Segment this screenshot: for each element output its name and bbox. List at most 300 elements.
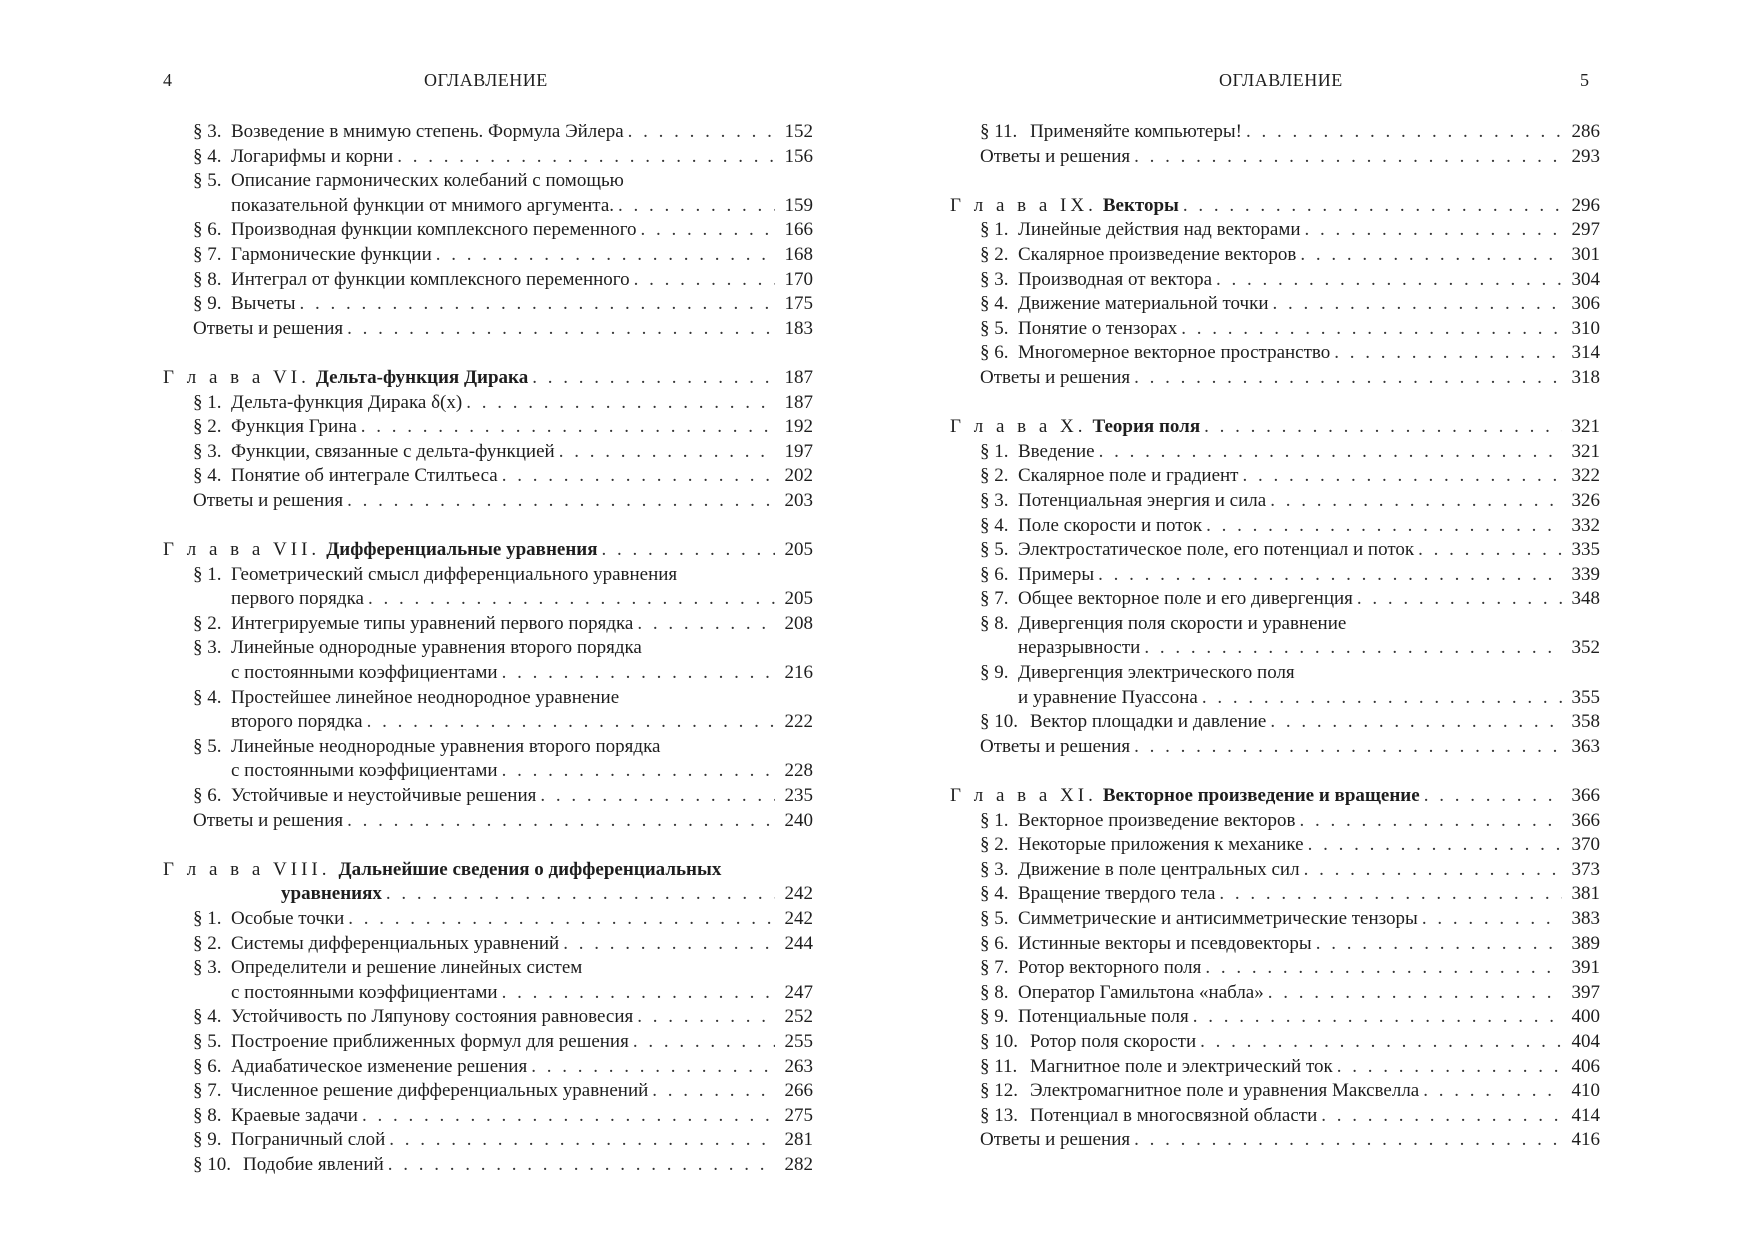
- leader-dots: [348, 907, 775, 932]
- toc-entry[interactable]: [950, 587, 1600, 612]
- toc-entry[interactable]: [163, 907, 813, 932]
- section-number: § 8.: [193, 268, 222, 290]
- leader-dots: [1193, 1005, 1562, 1030]
- toc-entry[interactable]: [950, 833, 1600, 858]
- leader-dots: [1206, 514, 1562, 539]
- page-ref: 366: [1571, 809, 1600, 831]
- section-number: § 10.: [193, 1153, 231, 1175]
- entry-line: [980, 268, 1600, 293]
- page-ref: 358: [1571, 711, 1600, 733]
- chapter-line: [163, 882, 813, 907]
- entry-line: [980, 489, 1600, 514]
- leader-dots: [618, 194, 775, 219]
- section-number: § 2.: [193, 416, 222, 438]
- page-number: 5: [1580, 70, 1589, 90]
- section-title: Устойчивость по Ляпунову состояния равновесия: [231, 1006, 634, 1028]
- toc-entry[interactable]: [950, 268, 1600, 293]
- entry-line: [980, 981, 1600, 1006]
- page-ref: 208: [784, 612, 813, 634]
- leader-dots: [1216, 268, 1562, 293]
- toc-entry[interactable]: [163, 612, 813, 637]
- toc-entry[interactable]: [163, 268, 813, 293]
- toc-entry[interactable]: [950, 981, 1600, 1006]
- toc-entry[interactable]: [163, 809, 813, 834]
- section-title: Функция Грина: [231, 416, 357, 438]
- chapter-entry[interactable]: [163, 538, 813, 563]
- leader-dots: [1418, 538, 1562, 563]
- running-header: ОГЛАВЛЕНИЕ: [1219, 70, 1343, 90]
- leader-dots: [1300, 809, 1562, 834]
- entry-line: [193, 268, 813, 293]
- section-number: § 2.: [980, 834, 1009, 856]
- toc-entry[interactable]: [163, 956, 813, 1005]
- page-ref: 335: [1571, 539, 1600, 561]
- entry-line: [193, 218, 813, 243]
- section-title: Понятие о тензорах: [1018, 317, 1178, 339]
- page-ref: 235: [784, 785, 813, 807]
- section-number: § 8.: [980, 981, 1009, 1003]
- toc-entry[interactable]: [163, 145, 813, 170]
- toc-entry[interactable]: [950, 563, 1600, 588]
- section-title: Дивергенция поля скорости и уравнение: [1018, 612, 1347, 634]
- toc-entry[interactable]: [950, 612, 1600, 661]
- section-title: Введение: [1018, 440, 1095, 462]
- page-ref: 282: [784, 1153, 813, 1175]
- page-ref: 183: [784, 317, 813, 339]
- toc-entry[interactable]: [950, 735, 1600, 760]
- leader-dots: [389, 1128, 775, 1153]
- leader-dots: [1270, 710, 1562, 735]
- chapter-title: Дальнейшие сведения о дифференциальных: [338, 858, 722, 880]
- chapter-label: Г л а в а VI.: [163, 366, 310, 388]
- section-title: с постоянными коэффициентами: [231, 662, 498, 684]
- section-title: Интегрируемые типы уравнений первого порядка: [231, 612, 634, 634]
- entry-line: [980, 563, 1600, 588]
- page-ref: 366: [1571, 785, 1600, 807]
- leader-dots: [1424, 784, 1562, 809]
- leader-dots: [386, 882, 775, 907]
- page-ref: 263: [784, 1055, 813, 1077]
- toc-entry[interactable]: [950, 1030, 1600, 1055]
- section-number: § 5.: [980, 539, 1009, 561]
- toc-entry[interactable]: [163, 1128, 813, 1153]
- toc-entry[interactable]: [163, 1104, 813, 1129]
- section-number: § 5.: [193, 1030, 222, 1052]
- entry-line: [980, 218, 1600, 243]
- entry-line: [193, 563, 813, 588]
- entry-line: [980, 1079, 1600, 1104]
- page-ref: 414: [1571, 1104, 1600, 1126]
- entry-line: [980, 1030, 1600, 1055]
- section-number: § 8.: [193, 1104, 222, 1126]
- section-number: § 1.: [980, 219, 1009, 241]
- entry-line: [193, 661, 813, 686]
- leader-dots: [1144, 636, 1562, 661]
- section-number: § 4.: [980, 883, 1009, 905]
- leader-dots: [641, 218, 775, 243]
- entry-line: [193, 1104, 813, 1129]
- leader-dots: [1134, 735, 1562, 760]
- leader-dots: [436, 243, 775, 268]
- section-number: § 5.: [980, 908, 1009, 929]
- chapter-label: Г л а в а X.: [950, 416, 1087, 438]
- leader-dots: [633, 1030, 775, 1055]
- section-number: § 7.: [980, 957, 1009, 979]
- section-title: Возведение в мнимую степень. Формула Эйлера: [231, 121, 624, 142]
- section-title: Потенциал в многосвязной области: [1030, 1104, 1318, 1126]
- section-number: § 3.: [193, 637, 222, 659]
- section-title: второго порядка: [231, 711, 363, 733]
- section-number: § 7.: [193, 243, 222, 265]
- entry-line: [193, 415, 813, 440]
- toc-entry[interactable]: [950, 464, 1600, 489]
- section-title: Симметрические и антисимметрические тензоры: [1018, 908, 1418, 929]
- page-ref: 187: [784, 366, 813, 388]
- entry-line: [193, 1128, 813, 1153]
- section-title: первого порядка: [231, 588, 364, 610]
- entry-line: [193, 1055, 813, 1080]
- leader-dots: [502, 464, 775, 489]
- leader-dots: [1205, 956, 1562, 981]
- section-title: Интеграл от функции комплексного переменного: [231, 268, 630, 290]
- toc-entry[interactable]: [163, 391, 813, 416]
- leader-dots: [1304, 858, 1562, 883]
- entry-line: [193, 710, 813, 735]
- section-title: Скалярное произведение векторов: [1018, 243, 1297, 265]
- section-title: Дивергенция электрического поля: [1018, 662, 1295, 684]
- entry-line: [193, 907, 813, 932]
- section-number: § 11.: [980, 1055, 1018, 1077]
- toc-entry[interactable]: [950, 710, 1600, 735]
- toc-entry[interactable]: [163, 1079, 813, 1104]
- entry-line: [193, 686, 813, 711]
- entry-line: [980, 120, 1600, 145]
- chapter-label: Г л а в а VII.: [163, 539, 321, 561]
- toc-entry[interactable]: [163, 464, 813, 489]
- entry-line: [193, 440, 813, 465]
- chapter-line: [950, 784, 1600, 809]
- toc-entry[interactable]: [163, 784, 813, 809]
- section-title: Электростатическое поле, его потенциал и поток: [1018, 539, 1415, 561]
- section-number: § 11.: [980, 121, 1018, 142]
- entry-line: [193, 932, 813, 957]
- entry-line: [980, 956, 1600, 981]
- page-ref: 202: [784, 465, 813, 487]
- section-title: Векторное произведение векторов: [1018, 809, 1296, 831]
- right-page: [877, 0, 1754, 1241]
- section-number: § 6.: [980, 932, 1009, 954]
- section-number: § 3.: [980, 489, 1009, 511]
- toc-entry[interactable]: [950, 514, 1600, 539]
- answers-title: Ответы и решения: [980, 366, 1131, 388]
- leader-dots: [1200, 1030, 1562, 1055]
- section-number: § 8.: [980, 612, 1009, 634]
- section-number: § 10.: [980, 1030, 1018, 1052]
- toc-entry[interactable]: [950, 858, 1600, 883]
- toc-entry[interactable]: [950, 882, 1600, 907]
- leader-dots: [1334, 341, 1562, 366]
- page-ref: 370: [1571, 834, 1600, 856]
- chapter-title: Теория поля: [1092, 416, 1201, 438]
- answers-title: Ответы и решения: [193, 809, 344, 831]
- entry-line: [193, 784, 813, 809]
- toc-entry[interactable]: [163, 218, 813, 243]
- entry-line: [193, 489, 813, 514]
- toc-entry[interactable]: [950, 440, 1600, 465]
- section-number: § 2.: [980, 465, 1009, 487]
- entry-line: [980, 464, 1600, 489]
- toc-entry[interactable]: [163, 1030, 813, 1055]
- toc-entry[interactable]: [950, 1104, 1600, 1129]
- entry-line: [980, 882, 1600, 907]
- leader-dots: [347, 809, 775, 834]
- toc-entry[interactable]: [950, 809, 1600, 834]
- toc-entry[interactable]: [163, 932, 813, 957]
- entry-line: [980, 735, 1600, 760]
- leader-dots: [563, 932, 775, 957]
- section-title: Определители и решение линейных систем: [231, 957, 583, 979]
- toc-entry[interactable]: [163, 735, 813, 784]
- toc-entry[interactable]: [163, 243, 813, 268]
- section-number: § 7.: [193, 1080, 222, 1102]
- section-number: § 1.: [980, 809, 1009, 831]
- leader-dots: [1243, 464, 1563, 489]
- entry-line: [980, 243, 1600, 268]
- leader-dots: [397, 145, 775, 170]
- toc-entry[interactable]: [163, 440, 813, 465]
- entry-line: [980, 538, 1600, 563]
- toc-entry[interactable]: [163, 415, 813, 440]
- section-title: Гармонические функции: [231, 243, 432, 265]
- entry-line: [193, 169, 813, 194]
- chapter-title: Векторное произведение и вращение: [1102, 785, 1420, 807]
- page-ref: 281: [784, 1129, 813, 1151]
- section-title: Ротор поля скорости: [1030, 1030, 1197, 1052]
- toc-entry[interactable]: [950, 1079, 1600, 1104]
- page-ref: 252: [784, 1006, 813, 1028]
- page-ref: 373: [1571, 858, 1600, 880]
- entry-line: [193, 587, 813, 612]
- leader-dots: [502, 661, 775, 686]
- section-title: с постоянными коэффициентами: [231, 981, 498, 1003]
- entry-line: [980, 1104, 1600, 1129]
- toc-entry[interactable]: [950, 292, 1600, 317]
- page-ref: 205: [784, 539, 813, 561]
- toc-entry[interactable]: [950, 538, 1600, 563]
- leader-dots: [1308, 833, 1562, 858]
- toc-entry[interactable]: [950, 907, 1600, 932]
- section-title: показательной функции от мнимого аргумента.: [231, 194, 615, 216]
- entry-line: [980, 440, 1600, 465]
- entry-line: [980, 686, 1600, 711]
- toc-entry[interactable]: [950, 661, 1600, 710]
- leader-dots: [362, 1104, 775, 1129]
- toc-entry[interactable]: [163, 636, 813, 685]
- page-number: 4: [163, 70, 172, 90]
- toc-entry[interactable]: [950, 1128, 1600, 1153]
- chapter-entry[interactable]: [950, 784, 1600, 809]
- leader-dots: [1134, 1128, 1562, 1153]
- toc-entry[interactable]: [950, 243, 1600, 268]
- leader-dots: [531, 1055, 775, 1080]
- leader-dots: [602, 538, 776, 563]
- chapter-line: [950, 194, 1600, 219]
- section-number: § 4.: [193, 1006, 222, 1028]
- section-title: Движение в поле центральных сил: [1018, 858, 1300, 880]
- section-title: Особые точки: [231, 908, 345, 929]
- page-ref: 197: [784, 440, 813, 462]
- page-ref: 242: [784, 883, 813, 905]
- entry-line: [193, 612, 813, 637]
- page-ref: 363: [1571, 735, 1600, 757]
- section-number: § 1.: [193, 391, 222, 413]
- entry-line: [980, 145, 1600, 170]
- page-ref: 192: [784, 416, 813, 438]
- page-ref: 247: [784, 981, 813, 1003]
- toc-entry[interactable]: [950, 341, 1600, 366]
- leader-dots: [367, 710, 775, 735]
- page-ref: 266: [784, 1080, 813, 1102]
- leader-dots: [1337, 1055, 1562, 1080]
- section-title: Потенциальные поля: [1018, 1006, 1189, 1028]
- entry-line: [980, 366, 1600, 391]
- page-ref: 416: [1571, 1129, 1600, 1151]
- section-number: § 6.: [193, 219, 222, 241]
- toc-entry[interactable]: [950, 317, 1600, 342]
- entry-line: [980, 587, 1600, 612]
- leader-dots: [1219, 882, 1562, 907]
- entry-line: [980, 661, 1600, 686]
- toc-entry[interactable]: [950, 1055, 1600, 1080]
- section-title: Общее векторное поле и его дивергенция: [1018, 588, 1353, 610]
- section-number: § 4.: [193, 686, 222, 708]
- page-ref: 381: [1571, 883, 1600, 905]
- chapter-title: Дифференциальные уравнения: [326, 539, 598, 561]
- page-ref: 244: [784, 932, 813, 954]
- section-title: Численное решение дифференциальных уравнений: [231, 1080, 649, 1102]
- toc-entry[interactable]: [163, 1055, 813, 1080]
- page-ref: 339: [1571, 563, 1600, 585]
- toc-entry[interactable]: [950, 932, 1600, 957]
- toc-entry[interactable]: [163, 292, 813, 317]
- section-title: Вращение твердого тела: [1018, 883, 1216, 905]
- section-number: § 3.: [980, 858, 1009, 880]
- toc-entry[interactable]: [163, 169, 813, 218]
- toc-entry[interactable]: [163, 317, 813, 342]
- entry-line: [980, 292, 1600, 317]
- page-ref: 255: [784, 1030, 813, 1052]
- section-number: § 1.: [193, 563, 222, 585]
- toc-entry[interactable]: [163, 563, 813, 612]
- toc-entry[interactable]: [950, 1005, 1600, 1030]
- toc-entry[interactable]: [163, 489, 813, 514]
- page-ref: 159: [784, 194, 813, 216]
- chapter-entry[interactable]: [950, 194, 1600, 219]
- section-title: Системы дифференциальных уравнений: [231, 932, 560, 954]
- section-number: § 13.: [980, 1104, 1018, 1126]
- answers-title: Ответы и решения: [980, 735, 1131, 757]
- section-title: Потенциальная энергия и сила: [1018, 489, 1267, 511]
- page-ref: 175: [784, 293, 813, 315]
- section-number: § 3.: [193, 957, 222, 979]
- entry-line: [193, 1030, 813, 1055]
- leader-dots: [1270, 489, 1562, 514]
- toc-entry[interactable]: [950, 366, 1600, 391]
- page-ref: 296: [1571, 194, 1600, 216]
- toc-entry[interactable]: [163, 1005, 813, 1030]
- page-ref: 286: [1571, 121, 1600, 142]
- chapter-entry[interactable]: [950, 415, 1600, 440]
- section-title: Простейшее линейное неоднородное уравнение: [231, 686, 620, 708]
- leader-dots: [1202, 686, 1562, 711]
- leader-dots: [388, 1153, 775, 1178]
- section-title: Пограничный слой: [231, 1129, 386, 1151]
- leader-dots: [1357, 587, 1562, 612]
- entry-line: [193, 809, 813, 834]
- entry-line: [193, 243, 813, 268]
- toc-entry[interactable]: [950, 956, 1600, 981]
- chapter-line: [163, 858, 813, 883]
- section-title: Линейные действия над векторами: [1018, 219, 1301, 241]
- entry-line: [193, 981, 813, 1006]
- leader-dots: [1273, 292, 1562, 317]
- section-title: Оператор Гамильтона «набла»: [1018, 981, 1264, 1003]
- page-ref: 406: [1571, 1055, 1600, 1077]
- section-number: § 2.: [193, 932, 222, 954]
- section-title: Применяйте компьютеры!: [1030, 121, 1242, 142]
- toc-entry[interactable]: [163, 1153, 813, 1178]
- toc-entry[interactable]: [163, 686, 813, 735]
- section-number: § 5.: [980, 317, 1009, 339]
- toc-entry[interactable]: [950, 218, 1600, 243]
- toc-entry[interactable]: [163, 120, 813, 145]
- section-title: Подобие явлений: [243, 1153, 384, 1175]
- toc-entry[interactable]: [950, 489, 1600, 514]
- toc-entry[interactable]: [950, 145, 1600, 170]
- page-ref: 383: [1571, 908, 1600, 929]
- section-title: Линейные однородные уравнения второго порядка: [231, 637, 642, 659]
- page-ref: 242: [784, 908, 813, 929]
- entry-line: [980, 833, 1600, 858]
- section-number: § 5.: [193, 170, 222, 192]
- page-ref: 152: [784, 121, 813, 142]
- leader-dots: [637, 612, 775, 637]
- chapter-entry[interactable]: [163, 858, 813, 907]
- section-number: § 6.: [193, 1055, 222, 1077]
- section-number: § 4.: [980, 293, 1009, 315]
- chapter-entry[interactable]: [163, 366, 813, 391]
- section-title: Движение материальной точки: [1018, 293, 1269, 315]
- section-number: § 10.: [980, 711, 1018, 733]
- section-title: Краевые задачи: [231, 1104, 358, 1126]
- page-ref: 301: [1571, 243, 1600, 265]
- page-ref: 166: [784, 219, 813, 241]
- page-ref: 314: [1571, 342, 1600, 364]
- leader-dots: [559, 440, 775, 465]
- section-title: Электромагнитное поле и уравнения Максвелла: [1030, 1080, 1420, 1102]
- page-ref: 228: [784, 760, 813, 782]
- entry-line: [980, 317, 1600, 342]
- section-number: § 7.: [980, 588, 1009, 610]
- entry-line: [193, 464, 813, 489]
- entry-line: [980, 514, 1600, 539]
- section-number: § 6.: [980, 563, 1009, 585]
- leader-dots: [637, 1005, 775, 1030]
- section-number: § 12.: [980, 1080, 1018, 1102]
- chapter-label: Г л а в а VIII.: [163, 858, 331, 880]
- toc-entry[interactable]: [950, 120, 1600, 145]
- section-title: Описание гармонических колебаний с помощью: [231, 170, 624, 192]
